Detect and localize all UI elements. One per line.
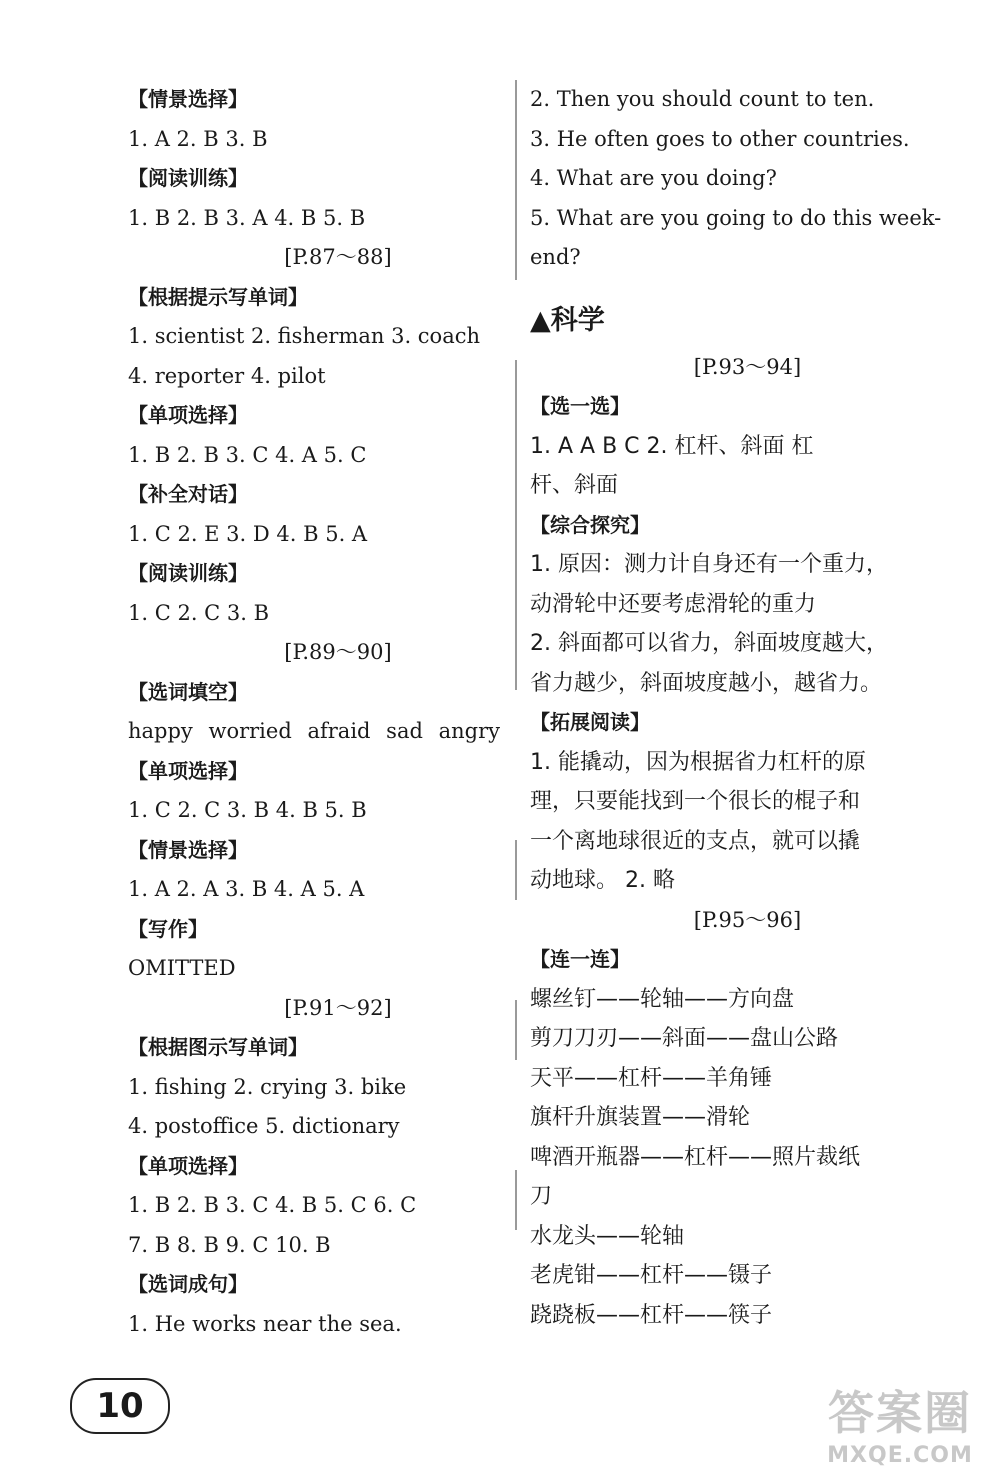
answer-line: 动滑轮中还要考虑滑轮的重力 <box>530 591 817 617</box>
answer-line: 5. What are you going to do this week- <box>530 205 942 230</box>
answer-line: 水龙头——轮轴 <box>530 1223 685 1249</box>
column-divider <box>515 360 517 690</box>
answer-line: 1. scientist 2. fisherman 3. coach <box>128 324 481 348</box>
answer-line: 1. B 2. B 3. C 4. B 5. C 6. C <box>128 1193 417 1217</box>
section-heading: 【选一选】 <box>530 394 630 418</box>
answer-line: 1. B 2. B 3. A 4. B 5. B <box>128 205 366 230</box>
word-bank-item: worried <box>208 719 292 743</box>
section-heading: 【情景选择】 <box>128 837 248 862</box>
answer-line: 一个离地球很近的支点，就可以撬 <box>530 828 861 854</box>
column-divider <box>515 840 517 900</box>
answer-line: 老虎钳——杠杆——镊子 <box>530 1263 773 1288</box>
column-divider <box>515 80 517 280</box>
answer-line: 天平——杠杆——羊角锤 <box>530 1065 773 1091</box>
section-heading: 【拓展阅读】 <box>530 710 650 734</box>
answer-line: 2. 斜面都可以省力，斜面坡度越大， <box>530 631 888 656</box>
answer-line: 1. fishing 2. crying 3. bike <box>128 1074 407 1099</box>
column-divider <box>515 1000 517 1060</box>
section-heading: 【连一连】 <box>530 947 630 971</box>
section-heading: 【写作】 <box>128 916 208 941</box>
section-heading: 【补全对话】 <box>128 482 248 506</box>
answer-line: 杆、斜面 <box>530 473 619 498</box>
answer-line: 剪刀刀刃——斜面——盘山公路 <box>530 1026 839 1051</box>
watermark <box>820 1377 980 1468</box>
answer-line: 理，只要能找到一个很长的棍子和 <box>530 789 861 814</box>
answer-line: 1. A 2. A 3. B 4. A 5. A <box>128 877 365 901</box>
answer-line: 1. C 2. E 3. D 4. B 5. A <box>128 521 368 546</box>
word-bank <box>128 712 500 752</box>
answer-line: 动地球。 2. 略 <box>530 868 675 893</box>
section-heading: 【根据提示写单词】 <box>128 284 308 309</box>
answer-line: 1. B 2. B 3. C 4. A 5. C <box>128 442 367 467</box>
answer-line: 跷跷板——杠杆——筷子 <box>530 1302 773 1328</box>
answer-line: end? <box>530 245 581 269</box>
right-column <box>530 80 942 1335</box>
page-range: [P.89～90] <box>284 640 392 664</box>
section-heading: 【选词成句】 <box>128 1272 248 1296</box>
answer-line: 省力越少，斜面坡度越小，越省力。 <box>530 670 883 696</box>
page-range: [P.95～96] <box>693 907 802 932</box>
section-heading: 【阅读训练】 <box>128 561 248 585</box>
answer-line: 旗杆升旗装置——滑轮 <box>530 1105 751 1130</box>
page-number: 10 <box>70 1378 170 1434</box>
section-title: ▲科学 <box>530 304 605 336</box>
page-range: [P.91～92] <box>284 995 392 1020</box>
section-heading: 【阅读训练】 <box>128 166 248 190</box>
word-bank-item: sad <box>386 719 423 743</box>
page-range: [P.93～94] <box>693 354 802 379</box>
section-heading: 【单项选择】 <box>128 758 248 783</box>
left-column <box>128 80 508 1344</box>
answer-line: 3. He often goes to other countries. <box>530 126 910 151</box>
section-heading: 【情景选择】 <box>128 87 248 111</box>
answer-line: 1. He works near the sea. <box>128 1311 402 1336</box>
answer-line: 4. What are you doing? <box>530 166 777 190</box>
answer-line: 2. Then you should count to ten. <box>530 87 875 111</box>
section-heading: 【综合探究】 <box>530 512 650 537</box>
answer-line: 1. 能撬动，因为根据省力杠杆的原 <box>530 749 866 775</box>
section-heading: 【单项选择】 <box>128 1153 248 1178</box>
answer-line: OMITTED <box>128 956 236 980</box>
section-heading: 【单项选择】 <box>128 403 248 427</box>
answer-line: 4. reporter 4. pilot <box>128 363 326 388</box>
word-bank-item: happy <box>128 719 193 743</box>
answer-line: 螺丝钉——轮轴——方向盘 <box>530 986 795 1012</box>
word-bank-item: angry <box>438 719 500 743</box>
answer-line: 啤酒开瓶器——杠杆——照片裁纸 <box>530 1144 861 1170</box>
answer-line: 1. C 2. C 3. B 4. B 5. B <box>128 798 367 822</box>
watermark-logo: 答案圈 <box>828 1386 972 1440</box>
section-heading: 【选词填空】 <box>128 679 248 704</box>
answer-line: 1. A A B C 2. 杠杆、斜面 杠 <box>530 433 814 459</box>
word-bank-item: afraid <box>307 719 371 743</box>
answer-line: 1. A 2. B 3. B <box>128 126 268 151</box>
column-divider <box>515 1170 517 1230</box>
answer-line: 4. postoffice 5. dictionary <box>128 1114 400 1138</box>
section-heading: 【根据图示写单词】 <box>128 1035 308 1059</box>
watermark-url: MXQE.COM <box>827 1443 973 1468</box>
page-range: [P.87～88] <box>284 245 392 269</box>
answer-line: 1. 原因：测力计自身还有一个重力， <box>530 552 888 577</box>
answer-line: 7. B 8. B 9. C 10. B <box>128 1232 331 1257</box>
answer-line: 刀 <box>530 1184 553 1209</box>
answer-line: 1. C 2. C 3. B <box>128 600 270 625</box>
